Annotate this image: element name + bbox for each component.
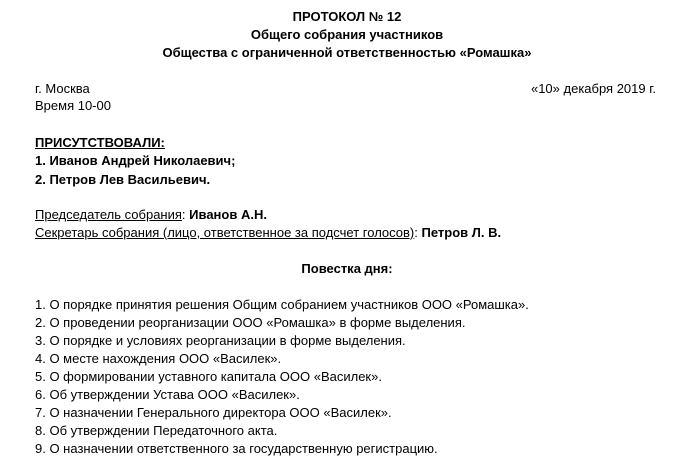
secretary-name: Петров Л. В. xyxy=(421,225,502,240)
chair-name: Иванов А.Н. xyxy=(189,207,267,222)
chair-line xyxy=(35,206,267,224)
chair-separator: : xyxy=(181,207,190,222)
doc-title: ПРОТОКОЛ № 12 xyxy=(292,9,402,24)
meeting-date: «10» декабря 2019 г. xyxy=(530,81,656,96)
agenda-item: 1. О порядке принятия решения Общим собранием участников ООО «Ромашка». xyxy=(35,297,529,312)
present-member-2: 2. Петров Лев Васильевич. xyxy=(35,172,211,187)
agenda-item: 6. Об утверждении Устава ООО «Василек». xyxy=(35,387,300,402)
present-member-1: 1. Иванов Андрей Николаевич; xyxy=(35,153,236,168)
agenda-item: 5. О формировании уставного капитала ООО «Василек». xyxy=(35,369,382,384)
secretary-separator: : xyxy=(414,225,422,240)
meeting-time: Время 10-00 xyxy=(35,98,111,113)
doc-subtitle: Общего собрания участников xyxy=(250,27,444,42)
agenda-item: 4. О месте нахождения ООО «Василек». xyxy=(35,351,282,366)
secretary-label: Секретарь собрания (лицо, ответственное за подсчет голосов) xyxy=(35,225,415,240)
secretary-line xyxy=(35,224,501,242)
agenda-heading: Повестка дня: xyxy=(301,261,393,276)
agenda-item: 2. О проведении реорганизации ООО «Ромашка» в форме выделения. xyxy=(35,315,466,330)
agenda-item: 8. Об утверждении Передаточного акта. xyxy=(35,423,278,438)
meeting-city: г. Москва xyxy=(35,81,90,96)
agenda-item: 7. О назначении Генерального директора ООО «Василек». xyxy=(35,405,392,420)
chair-label: Председатель собрания xyxy=(35,207,182,222)
agenda-item: 9. О назначении ответственного за государственную регистрацию. xyxy=(35,441,438,456)
present-heading: ПРИСУТСТВОВАЛИ: xyxy=(35,135,165,150)
agenda-item: 3. О порядке и условиях реорганизации в форме выделения. xyxy=(35,333,406,348)
doc-organization: Общества с ограниченной ответственностью «Ромашка» xyxy=(162,45,532,60)
